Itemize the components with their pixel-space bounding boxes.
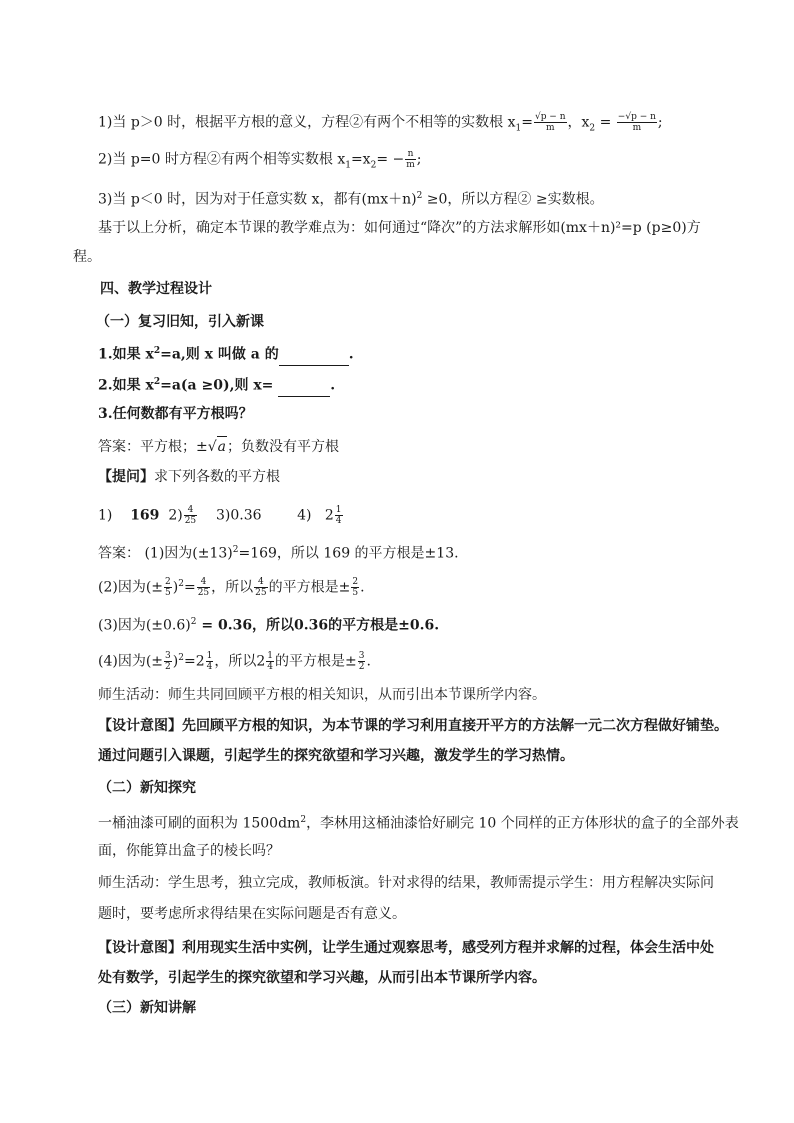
question-3: 3.任何数都有平方根吗？ <box>98 406 253 422</box>
subsection-explain: （三）新知讲解 <box>98 1000 196 1016</box>
subsection-review: （一）复习旧知，引入新课 <box>96 314 264 330</box>
solution-1: 答案： (1)因为$(\pm 13)^2=169$，所以 169 的平方根是±13. <box>98 545 459 562</box>
design-intent-1-line-2: 通过问题引入课题，引起学生的探究欲望和学习兴趣，激发学生的学习热情。 <box>98 748 574 764</box>
condition-p-zero: 2)当 p=0 时方程②有两个相等实数根 $x_1=x_2=$ − $\frac{n}{m}$ ; <box>98 149 422 171</box>
condition-p-positive: 1)当 p＞0 时，根据平方根的意义，方程②有两个不相等的实数根 $x_1=$ $\frac{√p - n}{m}$ ，$x_2$ = $\frac{-√p - n}{m}$ ; <box>98 112 663 134</box>
root-x1-fraction: $\frac{√p - n}{m}$ <box>534 112 566 133</box>
problem-line-2: 面，你能算出盒子的棱长吗？ <box>98 843 280 859</box>
solution-4: (4)因为(± $\frac{3}{2}$ )$^2$=2 $\frac{1}{4}$ ，所以2 $\frac{1}{4}$ 的平方根是± $\frac{3}{2}$ . <box>98 651 371 673</box>
solution-3: (3)因为$(\pm 0.6)^2 = 0.36$，所以0.36的平方根是±0.6. <box>98 617 440 634</box>
design-intent-2-line-1: 【设计意图】利用现实生活中实例，让学生通过观察思考，感受列方程并求解的过程，体会生活中处 <box>98 940 714 956</box>
difficulty-line-2: 程。 <box>73 249 101 265</box>
difficulty-line-1: 基于以上分析，确定本节课的教学难点为：如何通过“降次”的方法求解形如(mx＋n)²=p (p≥0)方 <box>98 220 701 236</box>
exercise-items: 1) 169 2) $\frac{4}{25}$ 3)0.36 4) 2 $\frac{1}{4}$ <box>98 505 342 526</box>
answer-blank[interactable] <box>278 376 330 397</box>
answer-blank[interactable] <box>279 345 349 366</box>
activity-1: 师生活动：师生共同回顾平方根的相关知识，从而引出本节课所学内容。 <box>98 687 546 703</box>
root-fraction: $\frac{n}{m}$ <box>406 149 415 170</box>
question-2: 2.如果 $x^2=a(a \ge 0)$,则 x= . <box>98 372 335 397</box>
solution-2: (2)因为(± $\frac{2}{5}$ )$^2$= $\frac{4}{25}$ ，所以 $\frac{4}{25}$ 的平方根是± $\frac{2}{5}$ . <box>98 577 365 599</box>
root-x2-fraction: $\frac{-√p - n}{m}$ <box>617 112 656 133</box>
condition-p-negative: 3)当 p＜0 时，因为对于任意实数 x，都有$(mx+n)^2 \ge 0$，所以方程② ≥实数根。 <box>98 191 604 208</box>
question-1: 1.如果 $x^2=a$,则 x 叫做 a 的 . <box>98 341 354 366</box>
fraction-1-4: $\frac{1}{4}$ <box>335 505 342 526</box>
answer-line: 答案：平方根；±√a；负数没有平方根 <box>98 436 339 457</box>
problem-line-1: 一桶油漆可刷的面积为 $1500dm^2$，李林用这桶油漆恰好刷完 10 个同样的正方体形状的盒子的全部外表 <box>98 815 739 832</box>
activity-2-line-2: 题时，要考虑所求得结果在实际问题是否有意义。 <box>98 906 406 922</box>
prompt-question: 【提问】求下列各数的平方根 <box>98 469 280 485</box>
design-intent-1-line-1: 【设计意图】先回顾平方根的知识，为本节课的学习利用直接开平方的方法解一元二次方程做好铺垫。 <box>98 718 728 734</box>
section-heading-4: 四、教学过程设计 <box>100 281 212 297</box>
design-intent-2-line-2: 处有数学，引起学生的探究欲望和学习兴趣，从而引出本节课所学内容。 <box>98 970 546 986</box>
fraction-4-25: $\frac{4}{25}$ <box>184 505 197 526</box>
subsection-explore: （二）新知探究 <box>98 780 196 796</box>
activity-2-line-1: 师生活动：学生思考，独立完成，教师板演。针对求得的结果，教师需提示学生：用方程解决实际问 <box>98 875 714 891</box>
